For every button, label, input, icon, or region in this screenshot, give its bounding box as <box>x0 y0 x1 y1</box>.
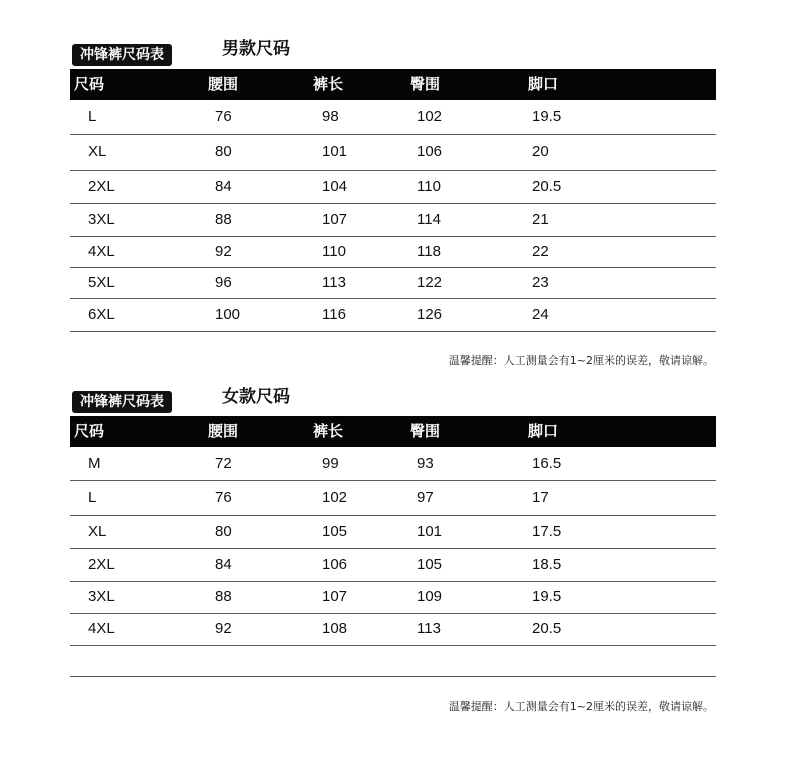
cell-hem: 19.5 <box>532 588 562 605</box>
header-hip: 臀围 <box>410 422 441 440</box>
cell-waist: 88 <box>215 588 232 605</box>
table-row <box>70 170 716 204</box>
women-size-title: 女款尺码 <box>222 387 290 407</box>
cell-hem: 17 <box>532 489 549 506</box>
cell-hip: 97 <box>417 489 434 506</box>
cell-length: 107 <box>322 211 348 228</box>
table-row <box>70 581 716 614</box>
cell-hip: 102 <box>417 108 443 125</box>
cell-size: 3XL <box>88 588 115 605</box>
cell-length: 107 <box>322 588 348 605</box>
cell-size: XL <box>88 523 107 540</box>
table-row <box>70 134 716 171</box>
cell-hip: 105 <box>417 556 443 573</box>
table-row <box>70 236 716 268</box>
cell-waist: 84 <box>215 556 232 573</box>
cell-waist: 88 <box>215 211 232 228</box>
cell-hip: 101 <box>417 523 443 540</box>
men-size-title: 男款尺码 <box>222 39 290 59</box>
cell-hem: 23 <box>532 274 549 291</box>
cell-hip: 106 <box>417 143 443 160</box>
table-row <box>70 548 716 582</box>
cell-size: L <box>88 108 97 125</box>
cell-hip: 113 <box>417 620 441 637</box>
cell-hip: 109 <box>417 588 443 605</box>
cell-waist: 92 <box>215 620 232 637</box>
header-size: 尺码 <box>74 75 105 93</box>
cell-waist: 80 <box>215 523 232 540</box>
table-row <box>70 203 716 237</box>
table-row <box>70 267 716 299</box>
cell-waist: 80 <box>215 143 232 160</box>
cell-length: 116 <box>322 306 346 323</box>
cell-hem: 22 <box>532 243 549 260</box>
table-row <box>70 613 716 646</box>
women-table-header <box>70 416 716 447</box>
cell-waist: 96 <box>215 274 232 291</box>
cell-length: 99 <box>322 455 339 472</box>
cell-size: M <box>88 455 101 472</box>
cell-size: XL <box>88 143 107 160</box>
cell-hem: 18.5 <box>532 556 562 573</box>
cell-hem: 24 <box>532 306 549 323</box>
cell-hip: 114 <box>417 211 441 228</box>
men-table-header <box>70 69 716 100</box>
men-measurement-note: 温馨提醒：人工测量会有1~2厘米的误差，敬请谅解。 <box>448 354 714 367</box>
cell-length: 113 <box>322 274 346 291</box>
cell-hem: 16.5 <box>532 455 562 472</box>
cell-waist: 76 <box>215 108 232 125</box>
cell-length: 104 <box>322 178 348 195</box>
header-hem: 脚口 <box>528 422 559 440</box>
women-measurement-note: 温馨提醒：人工测量会有1~2厘米的误差，敬请谅解。 <box>448 700 714 713</box>
cell-size: 2XL <box>88 556 115 573</box>
cell-hem: 17.5 <box>532 523 562 540</box>
header-length: 裤长 <box>313 75 344 93</box>
cell-length: 110 <box>322 243 346 260</box>
cell-size: 5XL <box>88 274 115 291</box>
cell-size: 6XL <box>88 306 115 323</box>
cell-length: 98 <box>322 108 339 125</box>
cell-size: 2XL <box>88 178 115 195</box>
cell-waist: 84 <box>215 178 232 195</box>
cell-size: 3XL <box>88 211 115 228</box>
cell-hip: 122 <box>417 274 443 291</box>
cell-size: 4XL <box>88 620 115 637</box>
header-hip: 臀围 <box>410 75 441 93</box>
cell-length: 106 <box>322 556 348 573</box>
header-length: 裤长 <box>313 422 344 440</box>
cell-length: 108 <box>322 620 348 637</box>
cell-waist: 100 <box>215 306 241 323</box>
cell-length: 105 <box>322 523 348 540</box>
table-row <box>70 100 716 135</box>
table-row <box>70 480 716 516</box>
cell-size: L <box>88 489 97 506</box>
header-waist: 腰围 <box>208 75 239 93</box>
cell-size: 4XL <box>88 243 115 260</box>
men-table-tag: 冲锋裤尺码表 <box>72 44 172 66</box>
cell-hip: 126 <box>417 306 443 323</box>
header-size: 尺码 <box>74 422 105 440</box>
cell-hem: 20 <box>532 143 549 160</box>
women-table-tag: 冲锋裤尺码表 <box>72 391 172 413</box>
cell-hip: 93 <box>417 455 434 472</box>
cell-hem: 19.5 <box>532 108 562 125</box>
cell-hip: 110 <box>417 178 441 195</box>
cell-waist: 92 <box>215 243 232 260</box>
header-hem: 脚口 <box>528 75 559 93</box>
cell-waist: 76 <box>215 489 232 506</box>
table-row <box>70 447 716 481</box>
cell-hem: 20.5 <box>532 178 562 195</box>
cell-hip: 118 <box>417 243 441 260</box>
header-waist: 腰围 <box>208 422 239 440</box>
cell-hem: 20.5 <box>532 620 562 637</box>
cell-length: 102 <box>322 489 348 506</box>
cell-hem: 21 <box>532 211 549 228</box>
table-row <box>70 515 716 549</box>
table-divider <box>70 676 716 677</box>
cell-waist: 72 <box>215 455 232 472</box>
table-row <box>70 298 716 332</box>
cell-length: 101 <box>322 143 348 160</box>
